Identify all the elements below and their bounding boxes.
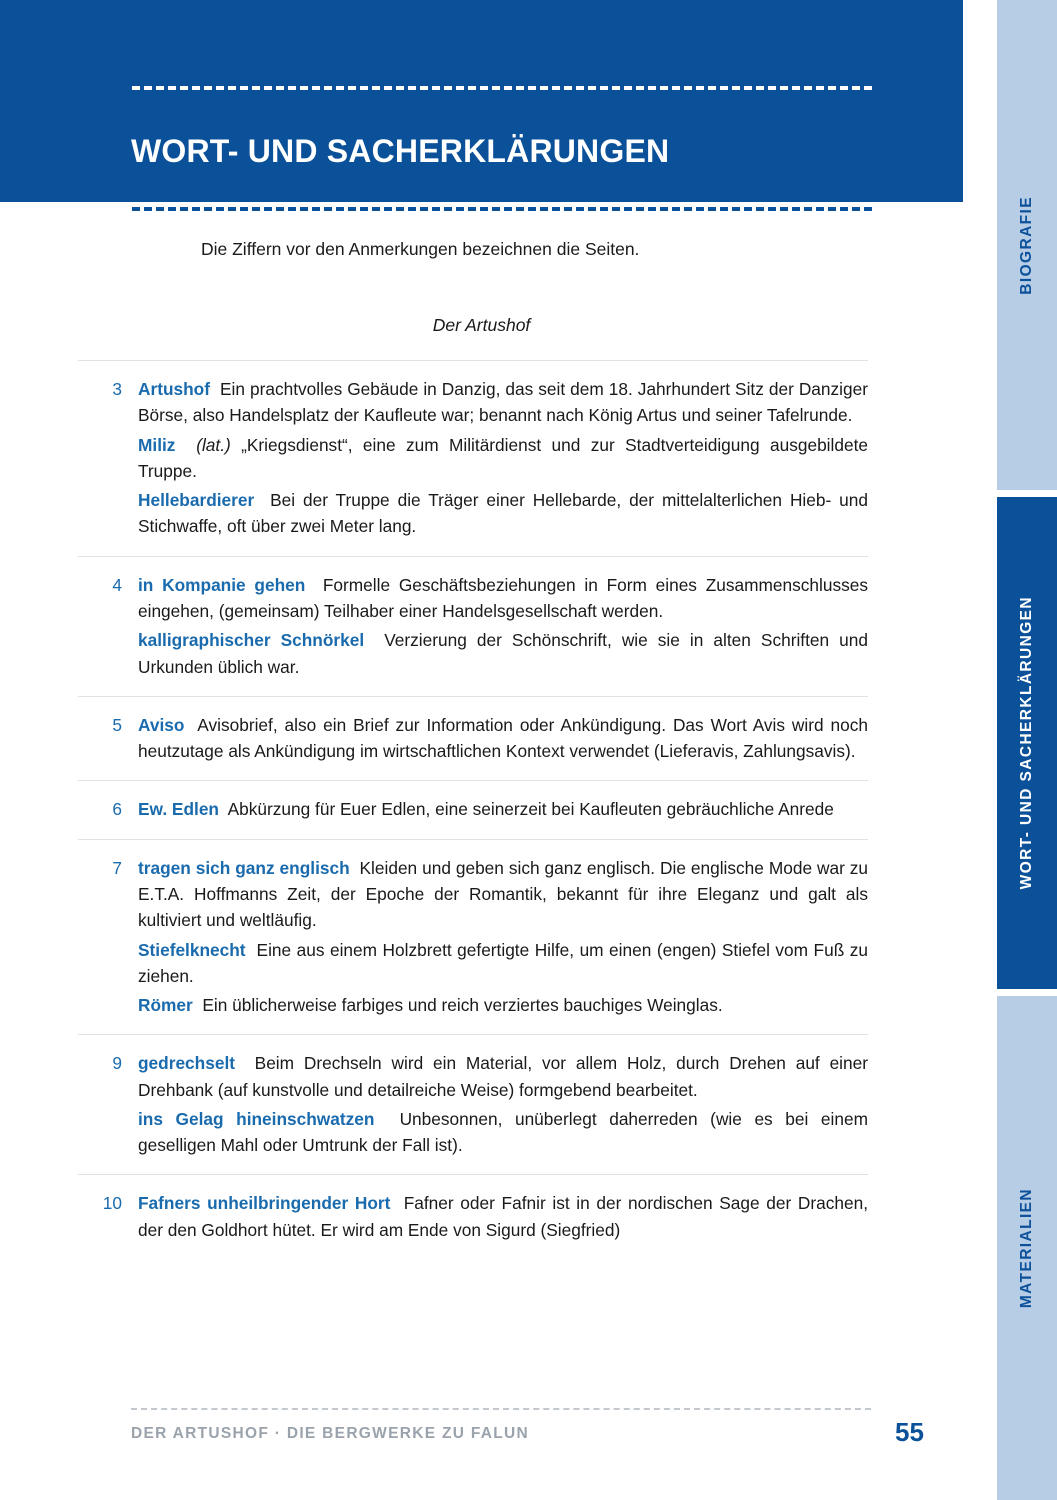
entry-page-number: 5: [112, 714, 122, 735]
glossary-block: [78, 839, 868, 1035]
entry-keyword: ins Gelag hineinschwatzen: [138, 1108, 375, 1129]
entry-definition: Ein üblicherweise farbiges und reich verziertes bauchiges Weinglas.: [202, 995, 723, 1016]
glossary-entry: [78, 432, 868, 485]
entry-keyword: in Kompanie gehen: [138, 574, 306, 595]
entry-definition: Fafner oder Fafnir ist in der nordischen Sage der Drachen, der den Goldhort hütet. Er wird am Ende von Sigurd (Siegfried): [138, 1193, 868, 1240]
entry-definition: Abkürzung für Euer Edlen, eine seinerzeit bei Kaufleuten gebräuchliche Anrede: [227, 799, 834, 820]
header-dashed-rule-top: [132, 86, 872, 90]
glossary-block: [78, 1174, 868, 1259]
entry-keyword: Hellebardierer: [138, 490, 255, 511]
entry-page-number: 6: [112, 799, 122, 820]
glossary-block: [78, 696, 868, 781]
entry-keyword: Stiefelknecht: [138, 939, 246, 960]
entry-keyword: gedrechselt: [138, 1053, 236, 1074]
section-tab-rail: [997, 0, 1057, 1500]
entry-page-number: 7: [112, 857, 122, 878]
page-title: WORT- UND SACHERKLÄRUNGEN: [131, 133, 670, 169]
entry-definition: Formelle Geschäftsbeziehungen in Form eines Zusammenschlusses eingehen, (gemeinsam) Teilhaber einer Handelsgesellschaft werden.: [138, 574, 869, 621]
entry-definition: Avisobrief, also ein Brief zur Information oder Ankündigung. Das Wort Avis wird noch heutzutage als Ankündigung im wirtschaftlichen Kontext verwendet (Lieferavis, Zahlungsavis).: [138, 714, 868, 762]
footer-running-title: DER ARTUSHOF · DIE BERGWERKE ZU FALUN: [131, 1425, 529, 1442]
glossary-entry: [78, 712, 868, 765]
entry-page-number: 4: [112, 574, 122, 595]
entry-keyword: Ew. Edlen: [138, 799, 219, 820]
sidebar-tab-biografie[interactable]: [997, 0, 1057, 490]
intro-note: Die Ziffern vor den Anmerkungen bezeichnen die Seiten.: [201, 239, 640, 259]
glossary-entry: [78, 1106, 868, 1159]
glossary-entry: [78, 376, 868, 429]
entry-keyword: Römer: [138, 995, 193, 1016]
entry-keyword: Artushof: [138, 379, 210, 399]
sidebar-tab-wort-und-sacherklaerungen[interactable]: [997, 497, 1057, 989]
entry-keyword: tragen sich ganz englisch: [138, 857, 350, 878]
entry-page-number: 3: [112, 379, 122, 399]
sidebar-tab-materialien[interactable]: [997, 996, 1057, 1500]
entry-definition: Unbesonnen, unüberlegt daherreden (wie es bei einem geselligen Mahl oder Umtrunk der Fall ist).: [138, 1108, 868, 1156]
entry-definition: Beim Drechseln wird ein Material, vor allem Holz, durch Drehen auf einer Drehbank (auf kunstvolle und detailreiche Weise) formgebend bearbeitet.: [138, 1053, 868, 1100]
entry-page-number: 9: [112, 1053, 122, 1074]
glossary-entry: [78, 572, 868, 625]
entry-language-note: (lat.): [196, 434, 231, 455]
sidebar-tab-label: BIOGRAFIE: [1018, 195, 1036, 295]
glossary-entry: [78, 1190, 868, 1243]
glossary-entry: [78, 627, 868, 680]
glossary-entry: [78, 937, 868, 990]
entry-definition: „Kriegsdienst“, eine zum Militärdienst und zur Stadtverteidigung ausgebildete Truppe.: [138, 434, 868, 481]
footer-dashed-rule: [131, 1408, 871, 1410]
entry-definition: Bei der Truppe die Träger einer Hellebarde, der mittelalterlichen Hieb- und Stichwaffe, oft über zwei Meter lang.: [138, 490, 868, 537]
page-number: 55: [895, 1417, 924, 1447]
glossary-entry: [78, 796, 868, 822]
glossary-entry: [78, 1050, 868, 1103]
glossary-list: [78, 360, 868, 1259]
header-dashed-rule-bottom: [132, 207, 872, 211]
glossary-block: [78, 360, 868, 556]
entry-page-number: 10: [102, 1193, 122, 1214]
glossary-block: [78, 556, 868, 696]
sidebar-tab-label: WORT- UND SACHERKLÄRUNGEN: [1018, 596, 1036, 890]
glossary-entry: [78, 487, 868, 540]
glossary-block: [78, 780, 868, 838]
header-band: [0, 0, 963, 202]
glossary-entry: [78, 992, 868, 1018]
entry-definition: Ein prachtvolles Gebäude in Danzig, das seit dem 18. Jahrhundert Sitz der Danziger Börse, also Handelsplatz der Kaufleute war; benannt nach König Artus und seiner Tafelrunde.: [138, 379, 868, 426]
entry-keyword: Aviso: [138, 714, 185, 735]
glossary-entry: [78, 855, 868, 934]
sidebar-tab-label: MATERIALIEN: [1018, 1187, 1036, 1309]
entry-keyword: kalligraphischer Schnörkel: [138, 630, 365, 651]
entry-definition: Eine aus einem Holzbrett gefertigte Hilfe, um einen (engen) Stiefel vom Fuß zu ziehen.: [138, 939, 868, 986]
entry-definition: Verzierung der Schönschrift, wie sie in alten Schriften und Urkunden üblich war.: [138, 630, 868, 677]
section-title: Der Artushof: [432, 315, 531, 335]
glossary-block: [78, 1034, 868, 1174]
entry-keyword: Miliz: [138, 434, 176, 455]
entry-keyword: Fafners unheilbringender Hort: [138, 1193, 391, 1214]
entry-definition: Kleiden und geben sich ganz englisch. Die englische Mode war zu E.T.A. Hoffmanns Zeit, der Epoche der Romantik, bekannt für ihre Eleganz und galt als kultiviert und weltläufig.: [138, 857, 869, 931]
